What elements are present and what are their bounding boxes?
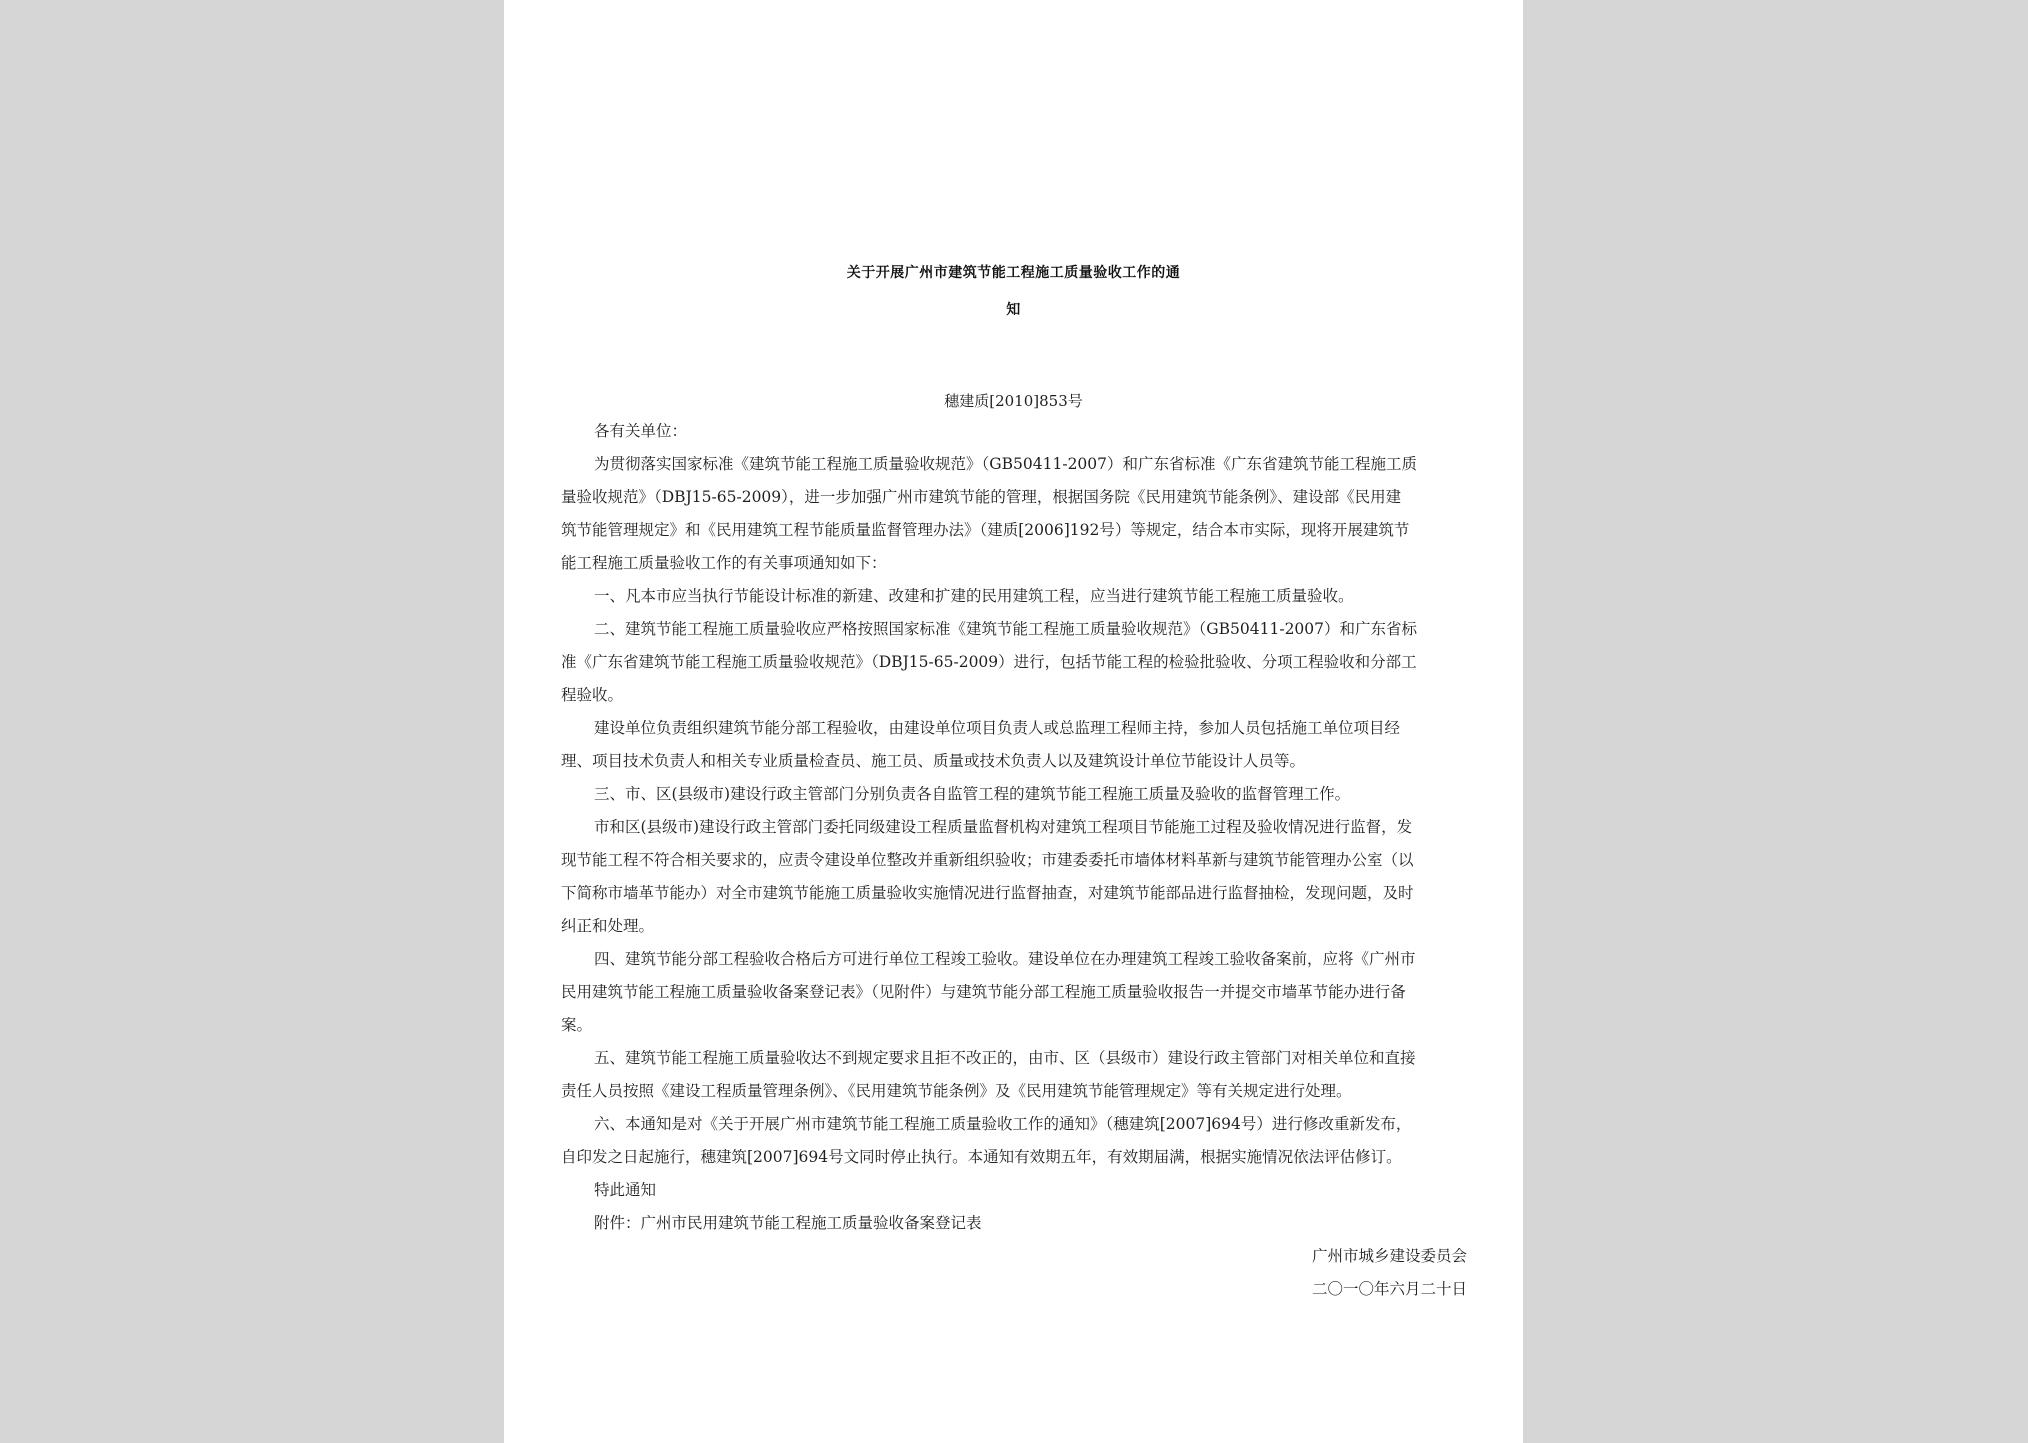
body-line: 案。 — [561, 1016, 593, 1034]
body-line: 准《广东省建筑节能工程施工质量验收规范》（DBJ15-65-2009）进行，包括节能工程的检验批验收、分项工程验收和分部工 — [561, 653, 1417, 671]
issue-date: 二〇一〇年六月二十日 — [1311, 1280, 1467, 1298]
document-title-line-2: 知 — [1006, 302, 1021, 318]
body-line: 纠正和处理。 — [561, 917, 655, 935]
body-line: 民用建筑节能工程施工质量验收备案登记表》（见附件）与建筑节能分部工程施工质量验收报告一并提交市墙革节能办进行备 — [561, 983, 1406, 1001]
body-line: 筑节能管理规定》和《民用建筑工程节能质量监督管理办法》（建质[2006]192号）等规定，结合本市实际，现将开展建筑节 — [561, 521, 1410, 539]
body-line: 六、本通知是对《关于开展广州市建筑节能工程施工质量验收工作的通知》（穗建筑[2007]694号）进行修改重新发布， — [594, 1115, 1412, 1133]
body-line: 程验收。 — [561, 686, 624, 704]
body-line: 量验收规范》（DBJ15-65-2009），进一步加强广州市建筑节能的管理，根据国务院《民用建筑节能条例》、建设部《民用建 — [561, 488, 1402, 506]
body-line: 四、建筑节能分部工程验收合格后方可进行单位工程竣工验收。建设单位在办理建筑工程竣工验收备案前，应将《广州市 — [594, 950, 1416, 968]
body-line: 现节能工程不符合相关要求的，应责令建设单位整改并重新组织验收；市建委委托市墙体材料革新与建筑节能管理办公室（以 — [561, 851, 1414, 869]
attachment-line: 附件：广州市民用建筑节能工程施工质量验收备案登记表 — [594, 1214, 982, 1232]
salutation: 各有关单位： — [594, 422, 688, 440]
body-line: 能工程施工质量验收工作的有关事项通知如下： — [561, 554, 887, 572]
body-line: 市和区(县级市)建设行政主管部门委托同级建设工程质量监督机构对建筑工程项目节能施工过程及验收情况进行监督，发 — [594, 818, 1413, 836]
body-line: 下简称市墙革节能办）对全市建筑节能施工质量验收实施情况进行监督抽查，对建筑节能部品进行监督抽检，发现问题，及时 — [561, 884, 1414, 902]
body-line: 二、建筑节能工程施工质量验收应严格按照国家标准《建筑节能工程施工质量验收规范》（GB50411-2007）和广东省标 — [594, 620, 1418, 638]
document-title-line-1: 关于开展广州市建筑节能工程施工质量验收工作的通 — [846, 265, 1181, 281]
document-page — [504, 0, 1523, 1443]
body-line: 五、建筑节能工程施工质量验收达不到规定要求且拒不改正的，由市、区（县级市）建设行政主管部门对相关单位和直接 — [594, 1049, 1416, 1067]
issuer: 广州市城乡建设委员会 — [1311, 1247, 1467, 1265]
closing-line: 特此通知 — [594, 1181, 657, 1199]
body-line: 责任人员按照《建设工程质量管理条例》、《民用建筑节能条例》及《民用建筑节能管理规定》等有关规定进行处理。 — [561, 1082, 1352, 1100]
body-line: 一、凡本市应当执行节能设计标准的新建、改建和扩建的民用建筑工程，应当进行建筑节能工程施工质量验收。 — [594, 587, 1354, 605]
body-line: 建设单位负责组织建筑节能分部工程验收，由建设单位项目负责人或总监理工程师主持，参加人员包括施工单位项目经 — [594, 719, 1401, 737]
body-line: 自印发之日起施行，穗建筑[2007]694号文同时停止执行。本通知有效期五年，有效期届满，根据实施情况依法评估修订。 — [561, 1148, 1402, 1166]
body-line: 三、市、区(县级市)建设行政主管部门分别负责各自监管工程的建筑节能工程施工质量及验收的监督管理工作。 — [594, 785, 1351, 803]
document-number: 穗建质[2010]853号 — [944, 392, 1083, 410]
body-line: 理、项目技术负责人和相关专业质量检查员、施工员、质量或技术负责人以及建筑设计单位节能设计人员等。 — [561, 752, 1306, 770]
body-line: 为贯彻落实国家标准《建筑节能工程施工质量验收规范》（GB50411-2007）和广东省标准《广东省建筑节能工程施工质 — [594, 455, 1418, 473]
